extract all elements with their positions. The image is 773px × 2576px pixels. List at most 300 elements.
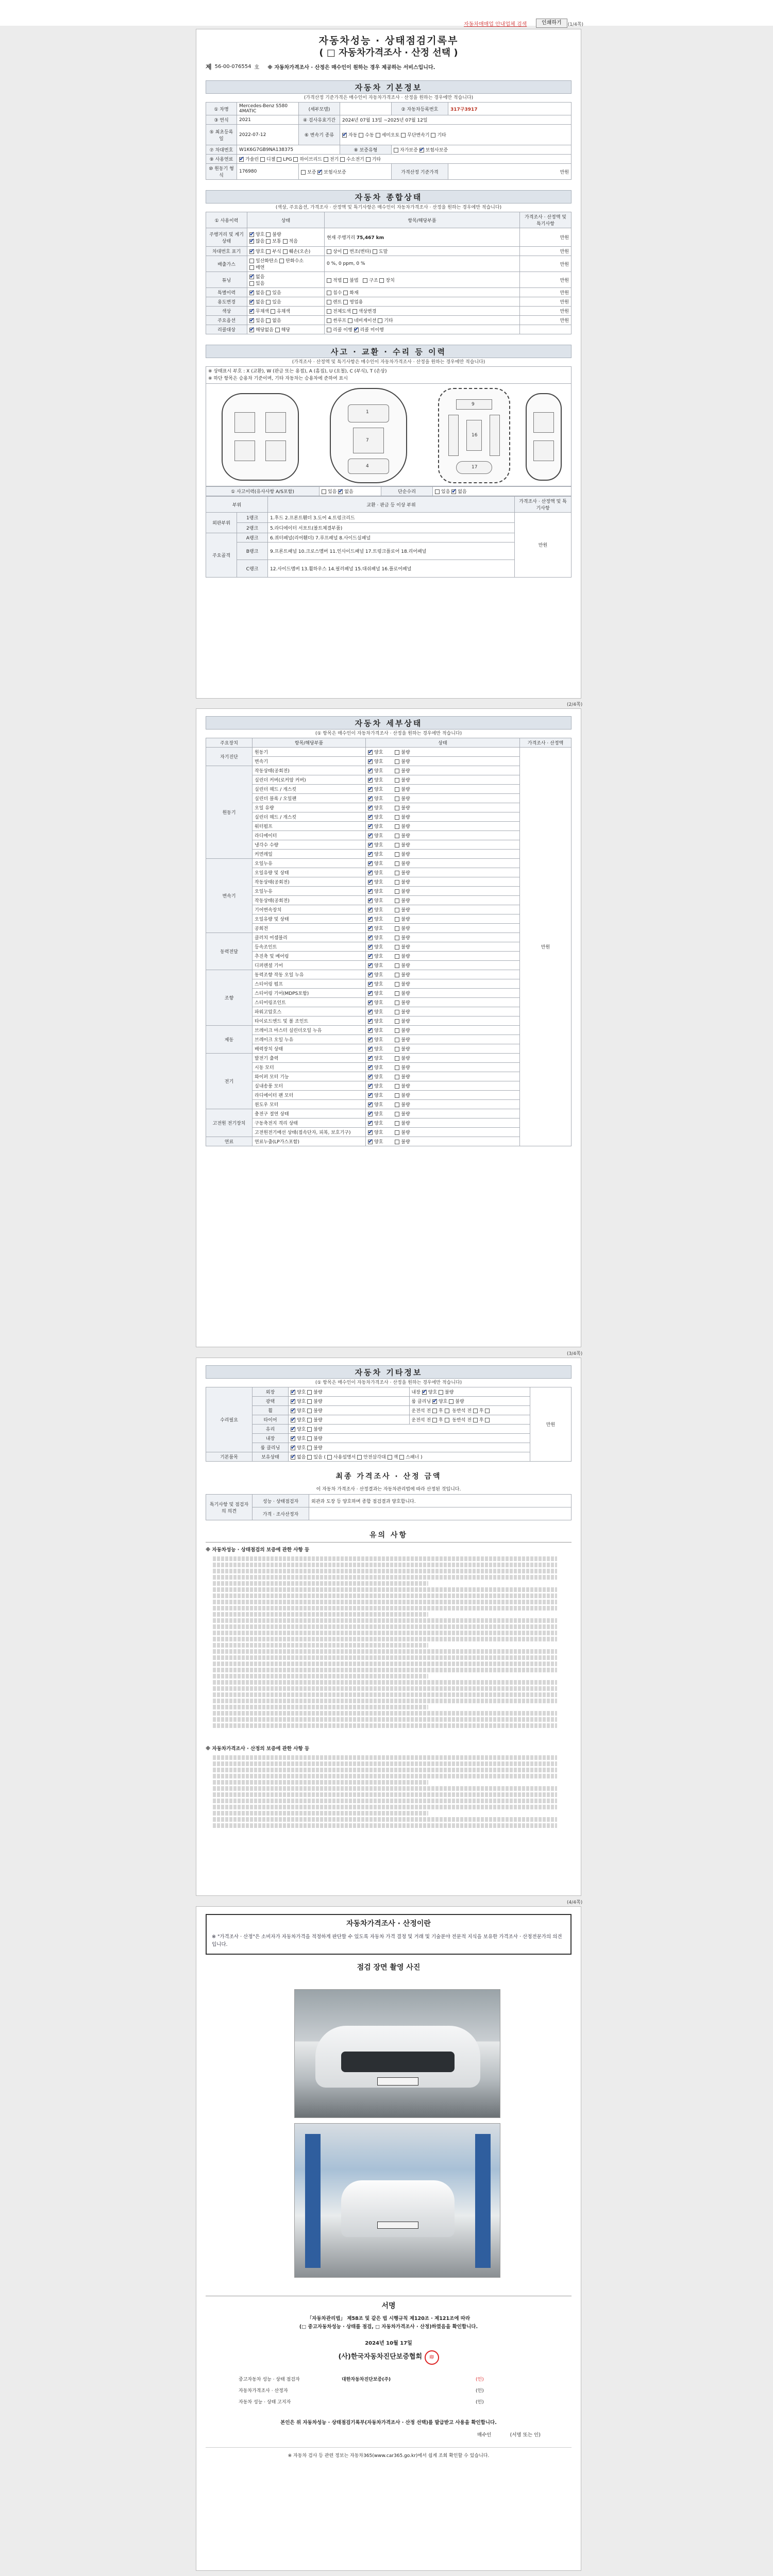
detail-item: 실린더 헤드 / 개스킷 bbox=[253, 812, 366, 822]
car-outline-left bbox=[222, 393, 299, 481]
buyer-row: 매수인 (서명 또는 인) bbox=[477, 2432, 541, 2438]
detail-row bbox=[206, 794, 572, 803]
detail-item: 라디에이터 bbox=[253, 831, 366, 840]
caution-line bbox=[213, 1556, 557, 1561]
sign-line: 「자동차관리법」 제58조 및 같은 법 시행규칙 제120조 · 제121조에 따라 bbox=[307, 2316, 470, 2321]
detail-item: 동력조향 작동 오일 누유 bbox=[253, 970, 366, 979]
detail-state: ✔ 양호 불량 bbox=[366, 961, 520, 970]
rank-label: B랭크 bbox=[237, 543, 268, 560]
detail-price: 만원 bbox=[520, 748, 572, 1146]
detail-state: ✔ 양호 불량 bbox=[366, 989, 520, 998]
price-examiner-label: 가격 · 조사산정자 bbox=[253, 1507, 309, 1520]
detail-row bbox=[206, 775, 572, 785]
etc-row: 내장 bbox=[253, 1434, 289, 1443]
first-reg-label: ⑤ 최초등록일 bbox=[206, 125, 237, 145]
rank-label: 1랭크 bbox=[237, 513, 268, 523]
car-grille-shape bbox=[341, 2052, 455, 2072]
detail-item: 충전구 절연 상태 bbox=[253, 1109, 366, 1118]
cautions-heading: ※ 자동차성능 · 상태점검의 보증에 관한 사항 등 bbox=[206, 1547, 310, 1553]
caution-line bbox=[213, 1755, 557, 1760]
detail-item: 연료누출(LP가스포함) bbox=[253, 1137, 366, 1146]
detail-item: 워터펌프 bbox=[253, 822, 366, 831]
caution-line bbox=[213, 1575, 557, 1580]
performance-label: 성능 · 상태점검자 bbox=[253, 1495, 309, 1507]
sign-footer-note: ※ 자동차 검사 등 관련 정보는 자동차365(www.car365.go.kr)에서 쉽게 조회 확인할 수 있습니다. bbox=[206, 2447, 572, 2459]
seal-mark: (인) bbox=[476, 2388, 484, 2394]
price-info-title: 자동차가격조사 · 산정이란 bbox=[346, 1920, 431, 1928]
detail-state: ✔ 양호 불량 bbox=[366, 748, 520, 757]
detail-state: ✔ 양호 불량 bbox=[366, 757, 520, 766]
signer-value bbox=[340, 2384, 474, 2396]
detail-row bbox=[206, 1054, 572, 1063]
detail-row bbox=[206, 1063, 572, 1072]
synth-col1: ① 사용이력 bbox=[206, 212, 247, 228]
opinion: 외관과 도장 등 양호하며 종합 점검결과 양호합니다. bbox=[309, 1495, 572, 1507]
caution-line bbox=[213, 1705, 428, 1709]
mileage-label: 현재 주행거리 bbox=[327, 235, 356, 241]
lift-column-shape bbox=[305, 2134, 321, 2268]
final-table bbox=[206, 1494, 572, 1520]
seal-mark: (인) bbox=[476, 2399, 484, 2405]
detail-item: 오일누유 bbox=[253, 859, 366, 868]
detail-item: 디퍼렌셜 기어 bbox=[253, 961, 366, 970]
company-seal: 印 bbox=[425, 2350, 439, 2365]
detail-item: 구동축전지 격리 상태 bbox=[253, 1118, 366, 1128]
detail-row bbox=[206, 1109, 572, 1118]
detail-state: ✔ 양호 불량 bbox=[366, 1007, 520, 1016]
accident-table: ① 사고이력(유사사항 A/S포함) 있음 ✔ 없음 단순수리 있음 ✔없음 bbox=[206, 486, 572, 496]
detail-state: ✔ 양호 불량 bbox=[366, 1026, 520, 1035]
rank-items: 1.후드 2.프론트휀더 3.도어 4.트렁크리드 bbox=[268, 513, 515, 523]
detail-item: 등속조인트 bbox=[253, 942, 366, 952]
detail-group-label: 제동 bbox=[206, 1026, 253, 1054]
rank-label: C랭크 bbox=[237, 560, 268, 578]
synth-section-title: 자동차 종합상태 bbox=[206, 190, 572, 204]
page-1 bbox=[196, 29, 581, 699]
caution-line bbox=[213, 1649, 557, 1654]
detail-item: 냉각수 수량 bbox=[253, 840, 366, 850]
detail-col-state: 상태 bbox=[366, 738, 520, 748]
detail-item: 스티어링 펌프 bbox=[253, 979, 366, 989]
inspection-photo-front bbox=[294, 1989, 500, 2118]
caution-line bbox=[213, 1674, 428, 1679]
detail-item: 실린더 헤드 / 개스킷 bbox=[253, 785, 366, 794]
cautions-body bbox=[206, 1542, 572, 1831]
detail-state: ✔ 양호 불량 bbox=[366, 1044, 520, 1054]
detail-row bbox=[206, 748, 572, 757]
doc-no-label: 제 bbox=[206, 63, 212, 71]
price-info-box bbox=[206, 1914, 572, 1955]
door-panel bbox=[265, 440, 286, 461]
page-3 bbox=[196, 1358, 581, 1896]
cautions-list bbox=[206, 1754, 572, 1831]
caution-line bbox=[213, 1780, 428, 1785]
detail-row bbox=[206, 924, 572, 933]
detail-row bbox=[206, 1100, 572, 1109]
sign-company-row bbox=[206, 2350, 572, 2365]
unit: 만원 bbox=[520, 297, 572, 307]
detail-state: ✔ 양호 불량 bbox=[366, 1118, 520, 1128]
caution-line bbox=[213, 1823, 557, 1828]
detail-item: 오일유량 및 상태 bbox=[253, 914, 366, 924]
detail-row bbox=[206, 1081, 572, 1091]
final-section-title: 최종 가격조사 · 산정 금액 bbox=[206, 1470, 572, 1483]
page-number: (2/4쪽) bbox=[567, 702, 583, 707]
basic-info-table: ① 차명 Mercedes-Benz S580 4MATIC (세부모델) ② 자동차등록번호 317구3917 ③ 연식 2021 ④ 검사유효기간 2024년 07월 13일 ~2025년 07월 12일 ⑤ 최초등록일 2022-07-12 ⑥ 변속기 종류 ✔ 자동 수동 세미오토 무단변속기 기타 ⑦ 차대번호 W1K6G7GB9NA138375 ⑧ 보증유형 자가보증 ✔보험사보증 ⑨ 사용연료 ✔ 가솔린 디젤 LPG 하이브리드 전기 수소전기 기타 ⑩ 원동기 형식 176980 보증 ✔보험사보증 가격산정 기준가격 만원 bbox=[206, 102, 572, 180]
sign-table bbox=[237, 2373, 505, 2407]
detail-item: 라디에이터 팬 모터 bbox=[253, 1091, 366, 1100]
model-label: (세부모델) bbox=[299, 103, 340, 115]
detail-row bbox=[206, 1072, 572, 1081]
detail-group-label: 자기진단 bbox=[206, 748, 253, 766]
basic-note: (가격산정 기준가격은 매수인이 자동차가격조사 · 산정을 원하는 경우에만 적습니다) bbox=[304, 95, 474, 100]
detail-item: 클러치 어셈블리 bbox=[253, 933, 366, 942]
caution-line bbox=[213, 1662, 557, 1666]
detail-item: 파워고압호스 bbox=[253, 1007, 366, 1016]
signer-value bbox=[340, 2396, 474, 2407]
etc-section-title: 자동차 기타정보 bbox=[206, 1365, 572, 1379]
detail-state: ✔ 양호 불량 bbox=[366, 831, 520, 840]
unit: 만원 bbox=[520, 256, 572, 272]
detail-group-label: 동력전달 bbox=[206, 933, 253, 970]
detail-state: ✔ 양호 불량 bbox=[366, 859, 520, 868]
license-plate-shape bbox=[377, 2077, 418, 2086]
caution-line bbox=[213, 1680, 557, 1685]
fuel-label: ⑨ 사용연료 bbox=[206, 155, 237, 164]
price-label: 가격산정 기준가격 bbox=[392, 164, 448, 180]
page-subtitle: ( □ 자동차가격조사 · 산정 선택 ) bbox=[319, 47, 458, 58]
detail-group-label: 고전원 전기장치 bbox=[206, 1109, 253, 1137]
caution-line bbox=[213, 1643, 428, 1648]
detail-row bbox=[206, 942, 572, 952]
cautions-list bbox=[206, 1555, 572, 1740]
signer-label: 자동차 성능 · 상태 고지자 bbox=[239, 2399, 291, 2405]
doc-no-suffix: 호 bbox=[254, 65, 260, 71]
page-4 bbox=[196, 1906, 581, 2571]
synth-row: 튜닝 bbox=[206, 272, 247, 288]
rank-table: 부위 교환 · 판금 등 이상 부위 가격조사 · 산정액 및 특기사항 외판부위 1랭크 1.후드 2.프론트휀더 3.도어 4.트렁크리드 만원 2랭크 5.라디에이터 서포트(볼트체결부품) 주요골격 A랭크 6.쿼터패널(리어휀더) 7.루프패널 8.사이드실패널 B랭크 9.프론트패널 10.크로스멤버 11.인사이드패널 17.트렁크플로어 18.리어패널 C랭크 12.사이드멤버 13.휠하우스 14.필러패널 15.대쉬패널 16.플로어패널 bbox=[206, 496, 572, 578]
detail-state: ✔ 양호 불량 bbox=[366, 1100, 520, 1109]
sign-company: (사)한국자동차진단보증협회 bbox=[338, 2353, 423, 2361]
doc-no: 56-00-076554 bbox=[214, 64, 251, 70]
legend-line: ※ 상태표시 부호 : X (교환), W (판금 또는 용접), A (흠집), U (요철), C (부식), T (손상) bbox=[208, 369, 387, 374]
reg-no: 317구3917 bbox=[448, 103, 572, 115]
unit: 만원 bbox=[520, 247, 572, 256]
detail-row bbox=[206, 952, 572, 961]
unit: 만원 bbox=[515, 513, 572, 578]
etc-row: 룸 클리닝 bbox=[253, 1443, 289, 1452]
synth-col4: 가격조사 · 산정액 및 특기사항 bbox=[520, 212, 572, 228]
detail-row bbox=[206, 877, 572, 887]
detail-state: ✔ 양호 불량 bbox=[366, 877, 520, 887]
detail-col-main: 주요장치 bbox=[206, 738, 253, 748]
inspect-period: 2024년 07월 13일 ~2025년 07월 12일 bbox=[340, 115, 572, 125]
rank-items: 12.사이드멤버 13.휠하우스 14.필러패널 15.대쉬패널 16.플로어패널 bbox=[268, 560, 515, 578]
accident-label: ① 사고이력(유사사항 A/S포함) bbox=[206, 487, 320, 496]
rank-items: 6.쿼터패널(리어휀더) 7.루프패널 8.사이드실패널 bbox=[268, 533, 515, 543]
caution-line bbox=[213, 1612, 428, 1617]
safety: 안전삼각대 bbox=[363, 1455, 386, 1460]
detail-row bbox=[206, 831, 572, 840]
etc-row: 타이어 bbox=[253, 1415, 289, 1425]
signer-label: 자동차가격조사 · 산정자 bbox=[239, 2388, 288, 2394]
detail-row bbox=[206, 914, 572, 924]
detail-state: ✔ 양호 불량 bbox=[366, 942, 520, 952]
detail-item: 윈도우 모터 bbox=[253, 1100, 366, 1109]
etc-row: 외장 bbox=[253, 1387, 289, 1397]
caution-line bbox=[213, 1624, 557, 1629]
caution-line bbox=[213, 1655, 557, 1660]
caution-line bbox=[213, 1768, 557, 1772]
detail-item: 브레이크 마스터 실린더오일 누유 bbox=[253, 1026, 366, 1035]
dealer-search-link[interactable]: 자동차매매업 안내업체 검색 bbox=[464, 22, 527, 27]
unit: 만원 bbox=[520, 272, 572, 288]
door-panel bbox=[234, 440, 255, 461]
detail-row bbox=[206, 1044, 572, 1054]
detail-row bbox=[206, 887, 572, 896]
caution-line bbox=[213, 1581, 428, 1586]
caution-line bbox=[213, 1594, 557, 1598]
synth-row: 색상 bbox=[206, 307, 247, 316]
no: 없음 bbox=[344, 489, 354, 495]
vin: W1K6G7GB9NA138375 bbox=[237, 145, 340, 155]
detail-state: ✔ 양호 불량 bbox=[366, 933, 520, 942]
detail-state: ✔ 양호 불량 bbox=[366, 970, 520, 979]
detail-group-label: 연료 bbox=[206, 1137, 253, 1146]
etc-row: 휠 bbox=[253, 1406, 289, 1415]
detail-row bbox=[206, 1026, 572, 1035]
page-title: 자동차성능 · 상태점검기록부 bbox=[318, 35, 459, 46]
detail-state: ✔ 양호 불량 bbox=[366, 1109, 520, 1118]
etc-row: 광택 bbox=[253, 1397, 289, 1406]
detail-row bbox=[206, 1016, 572, 1026]
caution-line bbox=[213, 1563, 557, 1567]
detail-item: 고전원전기배선 상태(접속단자, 피복, 보호기구) bbox=[253, 1128, 366, 1137]
caution-line bbox=[213, 1618, 557, 1623]
door-panel bbox=[533, 412, 554, 433]
detail-item: 스티어링조인트 bbox=[253, 998, 366, 1007]
motor: 176980 bbox=[237, 164, 299, 180]
detail-item: 커먼레일 bbox=[253, 850, 366, 859]
price-info-body: ※ "가격조사 · 산정"은 소비자가 자동차가격을 적정하게 판단할 수 있도록 자동차 가격 결정 및 거래 및 기술분야 전문적 지식을 보유한 가격조사 · 산정전문가의 의견입니다. bbox=[212, 1934, 562, 1947]
motor-label: ⑩ 원동기 형식 bbox=[206, 164, 237, 180]
doc-number-row bbox=[206, 62, 572, 71]
accident-section-title: 사고 · 교환 · 수리 등 이력 bbox=[206, 345, 572, 358]
detail-state: ✔ 양호 불량 bbox=[366, 850, 520, 859]
cautions-heading: ※ 자동차가격조사 · 산정의 보증에 관한 사항 등 bbox=[206, 1746, 310, 1752]
detail-row bbox=[206, 785, 572, 794]
door-panel bbox=[533, 440, 554, 461]
detail-item: 작동상태(공회전) bbox=[253, 896, 366, 905]
detail-row bbox=[206, 757, 572, 766]
detail-row bbox=[206, 989, 572, 998]
detail-item: 와이퍼 모터 기능 bbox=[253, 1072, 366, 1081]
sign-date: 2024년 10월 17일 bbox=[365, 2341, 412, 2346]
synth-row: 특별이력 bbox=[206, 288, 247, 297]
final-statement: 이 자동차 가격조사 · 산정결과는 자동차관리법에 따라 산정된 것입니다. bbox=[316, 1487, 461, 1492]
detail-state: ✔ 양호 불량 bbox=[366, 896, 520, 905]
detail-state: ✔ 양호 불량 bbox=[366, 887, 520, 896]
detail-col-item: 항목/해당부품 bbox=[253, 738, 366, 748]
detail-item: 실린더 블록 / 오일팬 bbox=[253, 794, 366, 803]
caution-line bbox=[213, 1799, 557, 1803]
detail-row bbox=[206, 998, 572, 1007]
inspect-period-label: ④ 검사유효기간 bbox=[299, 115, 340, 125]
detail-item: 작동상태(공회전) bbox=[253, 766, 366, 775]
detail-row bbox=[206, 970, 572, 979]
detail-state: ✔ 양호 불량 bbox=[366, 1035, 520, 1044]
detail-row bbox=[206, 812, 572, 822]
detail-item: 브레이크 오일 누유 bbox=[253, 1035, 366, 1044]
detail-state: ✔ 양호 불량 bbox=[366, 1128, 520, 1137]
detail-state: ✔ 양호 불량 bbox=[366, 1072, 520, 1081]
synth-row: 주행거리 및 계기상태 bbox=[206, 228, 247, 247]
basic-section-title: 자동차 기본정보 bbox=[206, 80, 572, 94]
detail-item: 변속기 bbox=[253, 757, 366, 766]
car-outline-right bbox=[526, 393, 562, 481]
car-diagram: 1 7 4 9 16 17 bbox=[206, 383, 572, 486]
caution-line bbox=[213, 1717, 557, 1722]
synth-row: 주요옵션 bbox=[206, 316, 247, 325]
rank-items: 5.라디에이터 서포트(볼트체결부품) bbox=[268, 523, 515, 533]
basic-items-label: 기본품목 bbox=[206, 1452, 253, 1462]
synth-row: 차대번호 표기 bbox=[206, 247, 247, 256]
rank-label: 2랭크 bbox=[237, 523, 268, 533]
detail-state: ✔ 양호 불량 bbox=[366, 775, 520, 785]
detail-state: ✔ 양호 불량 bbox=[366, 1063, 520, 1072]
detail-col-price: 가격조사 · 산정액 bbox=[520, 738, 572, 748]
photo-section-title: 점검 장면 촬영 사진 bbox=[357, 1963, 421, 1972]
caution-line bbox=[213, 1606, 557, 1611]
detail-row bbox=[206, 803, 572, 812]
sign-section-title: 서명 bbox=[206, 2296, 572, 2311]
repair-label: 수리필요 bbox=[206, 1387, 253, 1452]
detail-state: ✔ 양호 불량 bbox=[366, 914, 520, 924]
synth-row: 배출가스 bbox=[206, 256, 247, 272]
page-number: (4/4쪽) bbox=[567, 1900, 583, 1905]
detail-row bbox=[206, 1091, 572, 1100]
caution-line bbox=[213, 1600, 557, 1604]
detail-row bbox=[206, 905, 572, 914]
detail-row bbox=[206, 933, 572, 942]
rank-label: A랭크 bbox=[237, 533, 268, 543]
detail-state: ✔ 양호 불량 bbox=[366, 1137, 520, 1146]
detail-row bbox=[206, 979, 572, 989]
detail-state: ✔ 양호 불량 bbox=[366, 803, 520, 812]
year-label: ③ 연식 bbox=[206, 115, 237, 125]
signer-label: 중고자동차 성능 · 상태 점검자 bbox=[239, 2377, 300, 2382]
detail-state: ✔ 양호 불량 bbox=[366, 1054, 520, 1063]
yes: 있음 bbox=[328, 489, 337, 495]
mileage: 75,467 km bbox=[356, 235, 384, 241]
seal-mark: (인) bbox=[476, 2377, 484, 2382]
price-unit: 만원 bbox=[448, 164, 572, 180]
sign-statement bbox=[206, 2315, 572, 2331]
unit: 만원 bbox=[520, 288, 572, 297]
detail-state: ✔ 양호 불량 bbox=[366, 905, 520, 914]
detail-row bbox=[206, 1007, 572, 1016]
print-button[interactable]: 인쇄하기 bbox=[536, 19, 567, 28]
detail-state: ✔ 양호 불량 bbox=[366, 822, 520, 831]
car-name: Mercedes-Benz S580 4MATIC bbox=[237, 103, 299, 115]
detail-state: ✔ 양호 불량 bbox=[366, 979, 520, 989]
signer-value: 대한자동차진단보증(주) bbox=[342, 2377, 391, 2382]
vin-label: ⑦ 차대번호 bbox=[206, 145, 237, 155]
detail-row bbox=[206, 868, 572, 877]
caution-line bbox=[213, 1711, 557, 1716]
detail-row bbox=[206, 1035, 572, 1044]
detail-group-label: 원동기 bbox=[206, 766, 253, 859]
detail-item: 실린더 커버(로커암 커버) bbox=[253, 775, 366, 785]
synth-col3: 항목/해당부품 bbox=[325, 212, 520, 228]
spanner: 스패너 bbox=[406, 1455, 419, 1460]
detail-note: (① 항목은 매수인이 자동차가격조사 · 산정을 원하는 경우에만 적습니다) bbox=[315, 731, 462, 736]
jack: 잭 bbox=[393, 1455, 398, 1460]
synth-row: 리콜대상 bbox=[206, 325, 247, 334]
special-label: 특기사항 및 점검자의 의견 bbox=[206, 1495, 253, 1520]
detail-state: ✔ 양호 불량 bbox=[366, 952, 520, 961]
detail-state: ✔ 양호 불량 bbox=[366, 794, 520, 803]
outer-label: 외판부위 bbox=[206, 513, 237, 533]
detail-item: 작동상태(공회전) bbox=[253, 877, 366, 887]
accident-legend bbox=[206, 366, 572, 383]
detail-state: ✔ 양호 불량 bbox=[366, 840, 520, 850]
caution-line bbox=[213, 1761, 557, 1766]
detail-state: ✔ 양호 불량 bbox=[366, 812, 520, 822]
page-number: (1/4쪽) bbox=[567, 22, 583, 27]
unit: 만원 bbox=[530, 1387, 572, 1462]
detail-state: ✔ 양호 불량 bbox=[366, 1081, 520, 1091]
detail-row bbox=[206, 840, 572, 850]
detail-row bbox=[206, 766, 572, 775]
caution-line bbox=[213, 1792, 557, 1797]
inspection-photo-lift bbox=[294, 2123, 500, 2278]
doc-notice: ※ 자동차가격조사 · 산정은 매수인이 원하는 경우 제공하는 서비스입니다. bbox=[267, 65, 435, 71]
page-number: (3/4쪽) bbox=[567, 1351, 583, 1357]
detail-row bbox=[206, 961, 572, 970]
detail-state: ✔ 양호 불량 bbox=[366, 998, 520, 1007]
caution-line bbox=[213, 1786, 557, 1791]
caution-line bbox=[213, 1723, 557, 1728]
owner-status-label: 보유상태 bbox=[253, 1452, 289, 1462]
detail-item: 오일누유 bbox=[253, 887, 366, 896]
buyer-label: 매수인 bbox=[477, 2432, 492, 2438]
reg-no-label: ② 자동차등록번호 bbox=[392, 103, 448, 115]
main-frame-label: 주요골격 bbox=[206, 533, 237, 578]
unit: 만원 bbox=[520, 228, 572, 247]
unit: 만원 bbox=[520, 307, 572, 316]
etc-row: 유리 bbox=[253, 1425, 289, 1434]
manual: 사용설명서 bbox=[333, 1455, 356, 1460]
detail-item: 배력장치 상태 bbox=[253, 1044, 366, 1054]
simple-repair-label: 단순수리 bbox=[381, 487, 433, 496]
synth-row: 용도변경 bbox=[206, 297, 247, 307]
detail-row bbox=[206, 859, 572, 868]
unit: 만원 bbox=[520, 316, 572, 325]
caution-line bbox=[213, 1811, 428, 1816]
page-2 bbox=[196, 708, 581, 1347]
etc-note: (① 항목은 매수인이 자동차가격조사 · 산정을 원하는 경우에만 적습니다) bbox=[315, 1380, 462, 1385]
detail-item: 공회전 bbox=[253, 924, 366, 933]
detail-item: 추진축 및 베어링 bbox=[253, 952, 366, 961]
caution-line bbox=[213, 1686, 557, 1691]
detail-row bbox=[206, 1118, 572, 1128]
synth-table: ① 사용이력 상태 항목/해당부품 가격조사 · 산정액 및 특기사항 주행거리 및 계기상태 ✔양호 불량 ✔많음 보통 적음 현재 주행거리 75,467 km 만원 차대번호 표기 ✔ 양호 부식 훼손(오손) 상이 변조(변타) 도말 만원 배출가스 일산화탄소 탄화수소 매연 0 %, 0 ppm, 0 % 만원 튜닝 ✔없음 있음 적법 불법 구조 장치 만원 특별이력 ✔ 없음 있음 침수 화재 만원 용도변경 ✔ 없음 있음 렌트 영업용 만원 색상 ✔ 무채색 유채색 전체도색 색상변경 만원 주요옵션 ✔ 있음 없음 썬루프 네비게이션 기타 만원 리콜대상 ✔ 해당없음 해당 리콜 이행 ✔리콜 미이행 bbox=[206, 212, 572, 334]
caution-line bbox=[213, 1699, 557, 1703]
detail-item: 기어변속장치 bbox=[253, 905, 366, 914]
year: 2021 bbox=[237, 115, 299, 125]
sign-footer: 본인은 위 자동차성능 · 상태점검기록부(자동차가격조사 · 산정 선택)를 발급받고 사용을 확인합니다. bbox=[280, 2420, 497, 2426]
